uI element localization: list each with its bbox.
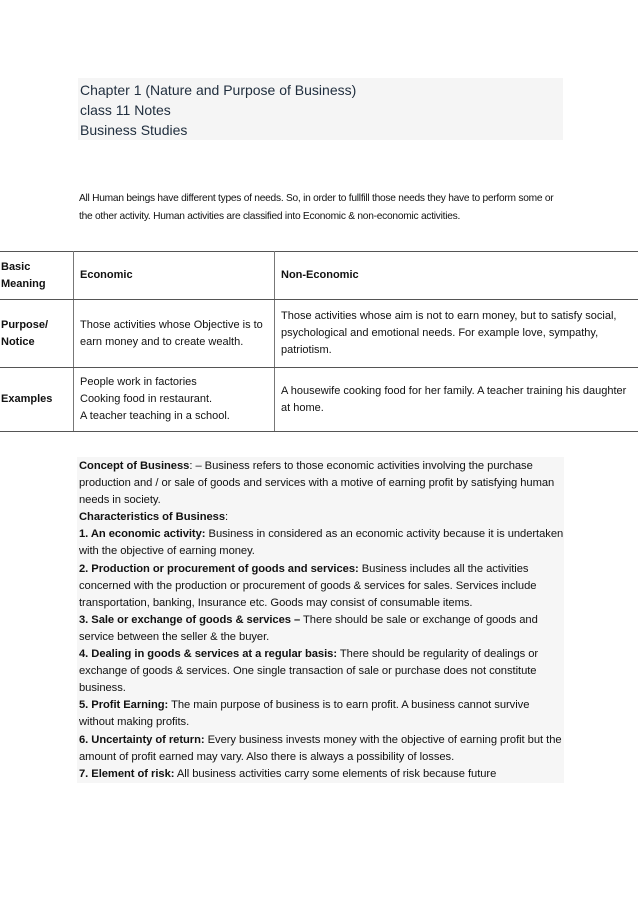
table-row: [0, 300, 638, 368]
title-block: [78, 78, 563, 140]
item-text: Business includes all the activities concerned with the production or procurement of goods & services for sales. Services include transportation, banking, Insurance etc. Goods may consist of consumable items.: [79, 562, 537, 609]
item-text: There should be regularity of dealings or exchange of goods & services. One single transaction of sale or purchase does not constitute business.: [79, 648, 539, 695]
economic-examples-cell: [74, 368, 275, 432]
item-label: 6. Uncertainty of return:: [79, 733, 205, 746]
non-economic-purpose-cell: Those activities whose aim is not to earn money, but to satisfy social, psychological and emotional needs. For example love, sympathy, patriotism.: [275, 300, 638, 368]
item-label: 2. Production or procurement of goods and services:: [79, 562, 359, 575]
header-economic: Economic: [74, 252, 275, 300]
item-label: 5. Profit Earning:: [79, 699, 169, 712]
list-item: [79, 646, 564, 697]
list-item: [79, 697, 564, 731]
list-item: [79, 612, 564, 646]
example-line: A teacher teaching in a school.: [80, 410, 230, 422]
item-label: 1. An economic activity:: [79, 528, 206, 541]
chapter-title: Chapter 1 (Nature and Purpose of Business): [80, 82, 357, 98]
concept-text: : – Business refers to those economic activities involving the purchase production and / or sale of goods and services with a motive of earning profit by satisfying human needs in society.: [79, 460, 555, 507]
notes-section: [77, 457, 564, 783]
item-label: 4. Dealing in goods & services at a regular basis:: [79, 648, 338, 661]
list-item: [79, 732, 564, 766]
item-text: The main purpose of business is to earn profit. A business cannot survive without making profits.: [79, 699, 530, 729]
example-line: People work in factories: [80, 376, 197, 388]
subject-label: Business Studies: [80, 122, 188, 138]
comparison-table: [0, 251, 638, 432]
table-row: [0, 252, 638, 300]
class-label: class 11 Notes: [80, 102, 171, 118]
economic-purpose-cell: Those activities whose Objective is to earn money and to create wealth.: [74, 300, 275, 368]
row-label: Examples: [0, 368, 74, 432]
list-item: [79, 526, 564, 560]
characteristics-colon: :: [225, 511, 229, 524]
item-label: 3. Sale or exchange of goods & services –: [79, 613, 301, 626]
item-label: 7. Element of risk:: [79, 767, 175, 780]
concept-paragraph: [79, 458, 564, 509]
row-label: Basic Meaning: [0, 252, 74, 300]
row-label: Purpose/ Notice: [0, 300, 74, 368]
item-text: Business in considered as an economic activity because it is undertaken with the objective of earning money.: [79, 528, 564, 558]
item-text: All business activities carry some elements of risk because future: [174, 767, 497, 780]
example-line: Cooking food in restaurant.: [80, 393, 213, 405]
list-item: [79, 561, 564, 612]
list-item: [79, 766, 564, 783]
characteristics-label: Characteristics of Business: [79, 511, 226, 524]
item-text: There should be sale or exchange of goods and service between the seller & the buyer.: [79, 613, 538, 643]
non-economic-examples-cell: A housewife cooking food for her family. A teacher training his daughter at home.: [275, 368, 638, 432]
item-text: Every business invests money with the objective of earning profit but the amount of profit earned may vary. Also there is always a possibility of losses.: [79, 733, 562, 763]
characteristics-heading: [79, 509, 564, 526]
header-non-economic: Non-Economic: [275, 252, 638, 300]
table-row: [0, 368, 638, 432]
concept-label: Concept of Business: [79, 460, 190, 472]
intro-paragraph: All Human beings have different types of needs. So, in order to fullfill those needs they have to perform some or the other activity. Human activities are classified into Economic & non-economic activities.: [79, 193, 554, 222]
